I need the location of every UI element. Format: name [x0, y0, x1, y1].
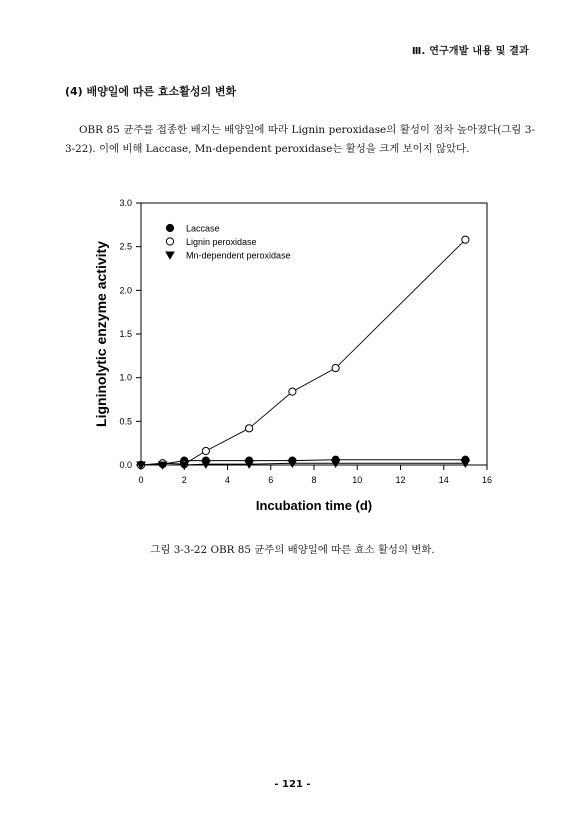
legend-marker — [166, 238, 173, 245]
x-tick-label: 4 — [224, 475, 231, 485]
x-tick-label: 12 — [395, 475, 406, 485]
section-title: (4) 배양일에 따른 효소활성의 변화 — [65, 85, 237, 98]
y-tick-label: 0.0 — [119, 460, 132, 470]
data-point-lignin-peroxidase — [462, 236, 469, 243]
page-number: - 121 - — [274, 779, 311, 790]
x-tick-label: 0 — [138, 475, 144, 485]
legend-marker — [166, 224, 173, 231]
data-point-lignin-peroxidase — [289, 388, 296, 395]
y-tick-label: 1.5 — [119, 329, 132, 339]
body-paragraph: OBR 85 균주를 접종한 배지는 배양일에 따라 Lignin peroxidase의 활성이 점차 높아졌다(그림 3-3-22). 이에 비해 Laccase, Mn-dependent peroxidase는 활성을 크게 보이지 않았다. — [65, 124, 535, 155]
legend-marker — [166, 252, 174, 259]
data-point-lignin-peroxidase — [246, 425, 253, 432]
x-tick-label: 2 — [181, 475, 187, 485]
data-point-lignin-peroxidase — [202, 447, 209, 454]
figure — [88, 193, 508, 527]
legend-label: Laccase — [186, 223, 220, 234]
y-tick-label: 3.0 — [119, 198, 132, 208]
series-lignin-peroxidase — [137, 236, 469, 469]
y-tick-label: 2.5 — [119, 241, 132, 252]
y-tick-label: 0.5 — [119, 416, 132, 427]
enzyme-activity-chart — [88, 193, 508, 523]
series-line-lignin-peroxidase — [141, 240, 465, 465]
figure-caption: 그림 3-3-22 OBR 85 균주의 배양일에 따른 효소 활성의 변화. — [150, 544, 435, 556]
y-axis-label: Ligninolytic enzyme activity — [93, 241, 109, 427]
x-axis-label: Incubation time (d) — [255, 498, 373, 513]
y-tick-label: 1.0 — [119, 372, 132, 383]
legend-label: Mn-dependent peroxidase — [186, 250, 291, 261]
y-tick-label: 2.0 — [119, 285, 132, 296]
x-tick-label: 16 — [481, 475, 493, 485]
data-point-lignin-peroxidase — [332, 364, 339, 371]
legend — [166, 224, 291, 261]
running-header: Ⅲ. 연구개발 내용 및 결과 — [411, 46, 529, 57]
x-tick-label: 10 — [352, 475, 363, 485]
x-tick-label: 6 — [268, 475, 274, 485]
x-tick-label: 8 — [311, 475, 317, 485]
x-tick-label: 14 — [438, 475, 449, 485]
legend-label: Lignin peroxidase — [186, 237, 257, 247]
